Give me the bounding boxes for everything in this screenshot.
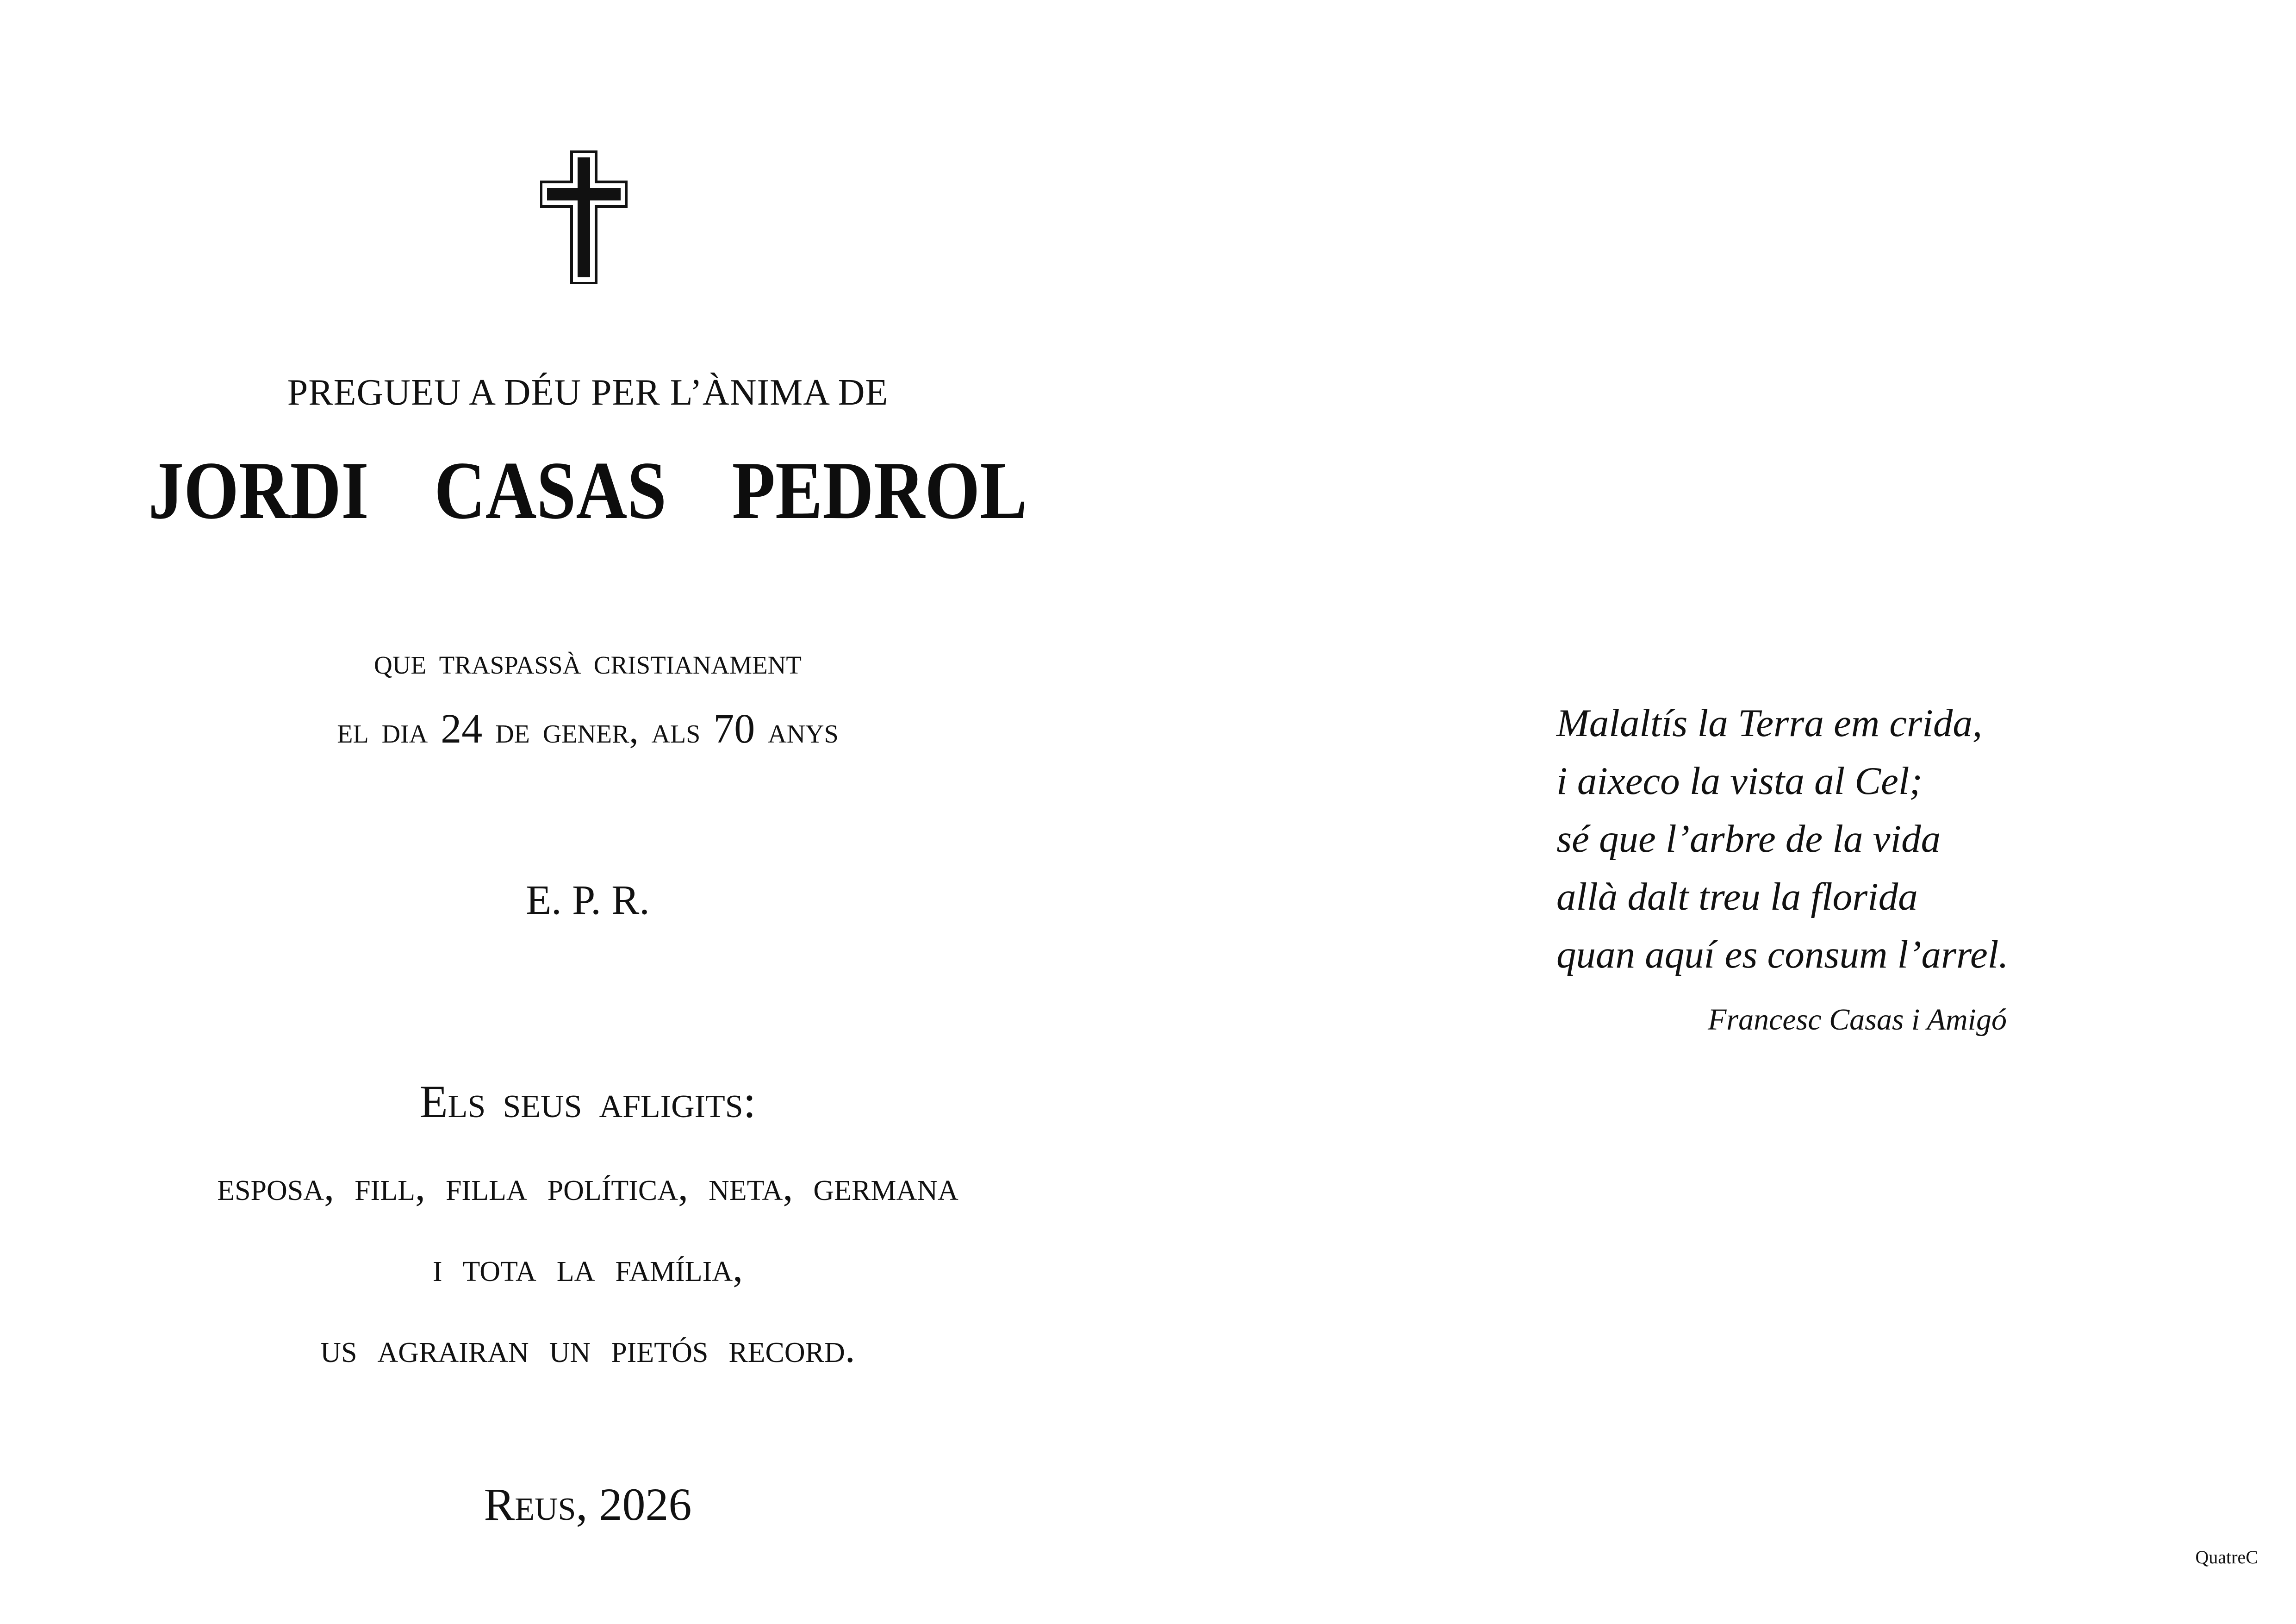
mourners-title: Els seus afligits: [419, 1076, 756, 1127]
place-date: Reus, 2026 [484, 1479, 692, 1530]
death-statement: que traspassà cristianament [374, 641, 802, 681]
family-line-3: us agrairan un pietós record. [320, 1326, 855, 1371]
deceased-name: JORDI CASAS PEDROL [148, 444, 1027, 536]
poem-author: Francesc Casas i Amigó [1708, 1003, 2007, 1037]
poem-line-1: Malaltís la Terra em crida, [1556, 701, 1983, 745]
rest-in-peace: E. P. R. [526, 877, 650, 923]
prayer-intro: PREGUEU A DÉU PER L’ÀNIMA DE [287, 372, 889, 413]
poem-line-4: allà dalt treu la florida [1556, 875, 1918, 918]
death-date-prefix: el dia [337, 710, 441, 751]
death-date-middle: de gener, als [482, 710, 714, 751]
death-date-suffix: anys [755, 710, 839, 751]
latin-cross-icon [540, 150, 628, 284]
poem-line-3: sé que l’arbre de la vida [1556, 817, 1941, 861]
poem-line-2: i aixeco la vista al Cel; [1556, 759, 1923, 803]
poem-line-5: quan aquí es consum l’arrel. [1556, 933, 2009, 976]
death-day: 24 [441, 706, 483, 752]
family-line-2: i tota la família, [432, 1245, 743, 1290]
death-age: 70 [713, 706, 755, 752]
death-date-age [0, 708, 1176, 750]
family-line-1: esposa, fill, filla política, neta, germana [217, 1164, 958, 1209]
printer-brand: QuatreC [2195, 1547, 2258, 1568]
poem [1556, 694, 2009, 984]
